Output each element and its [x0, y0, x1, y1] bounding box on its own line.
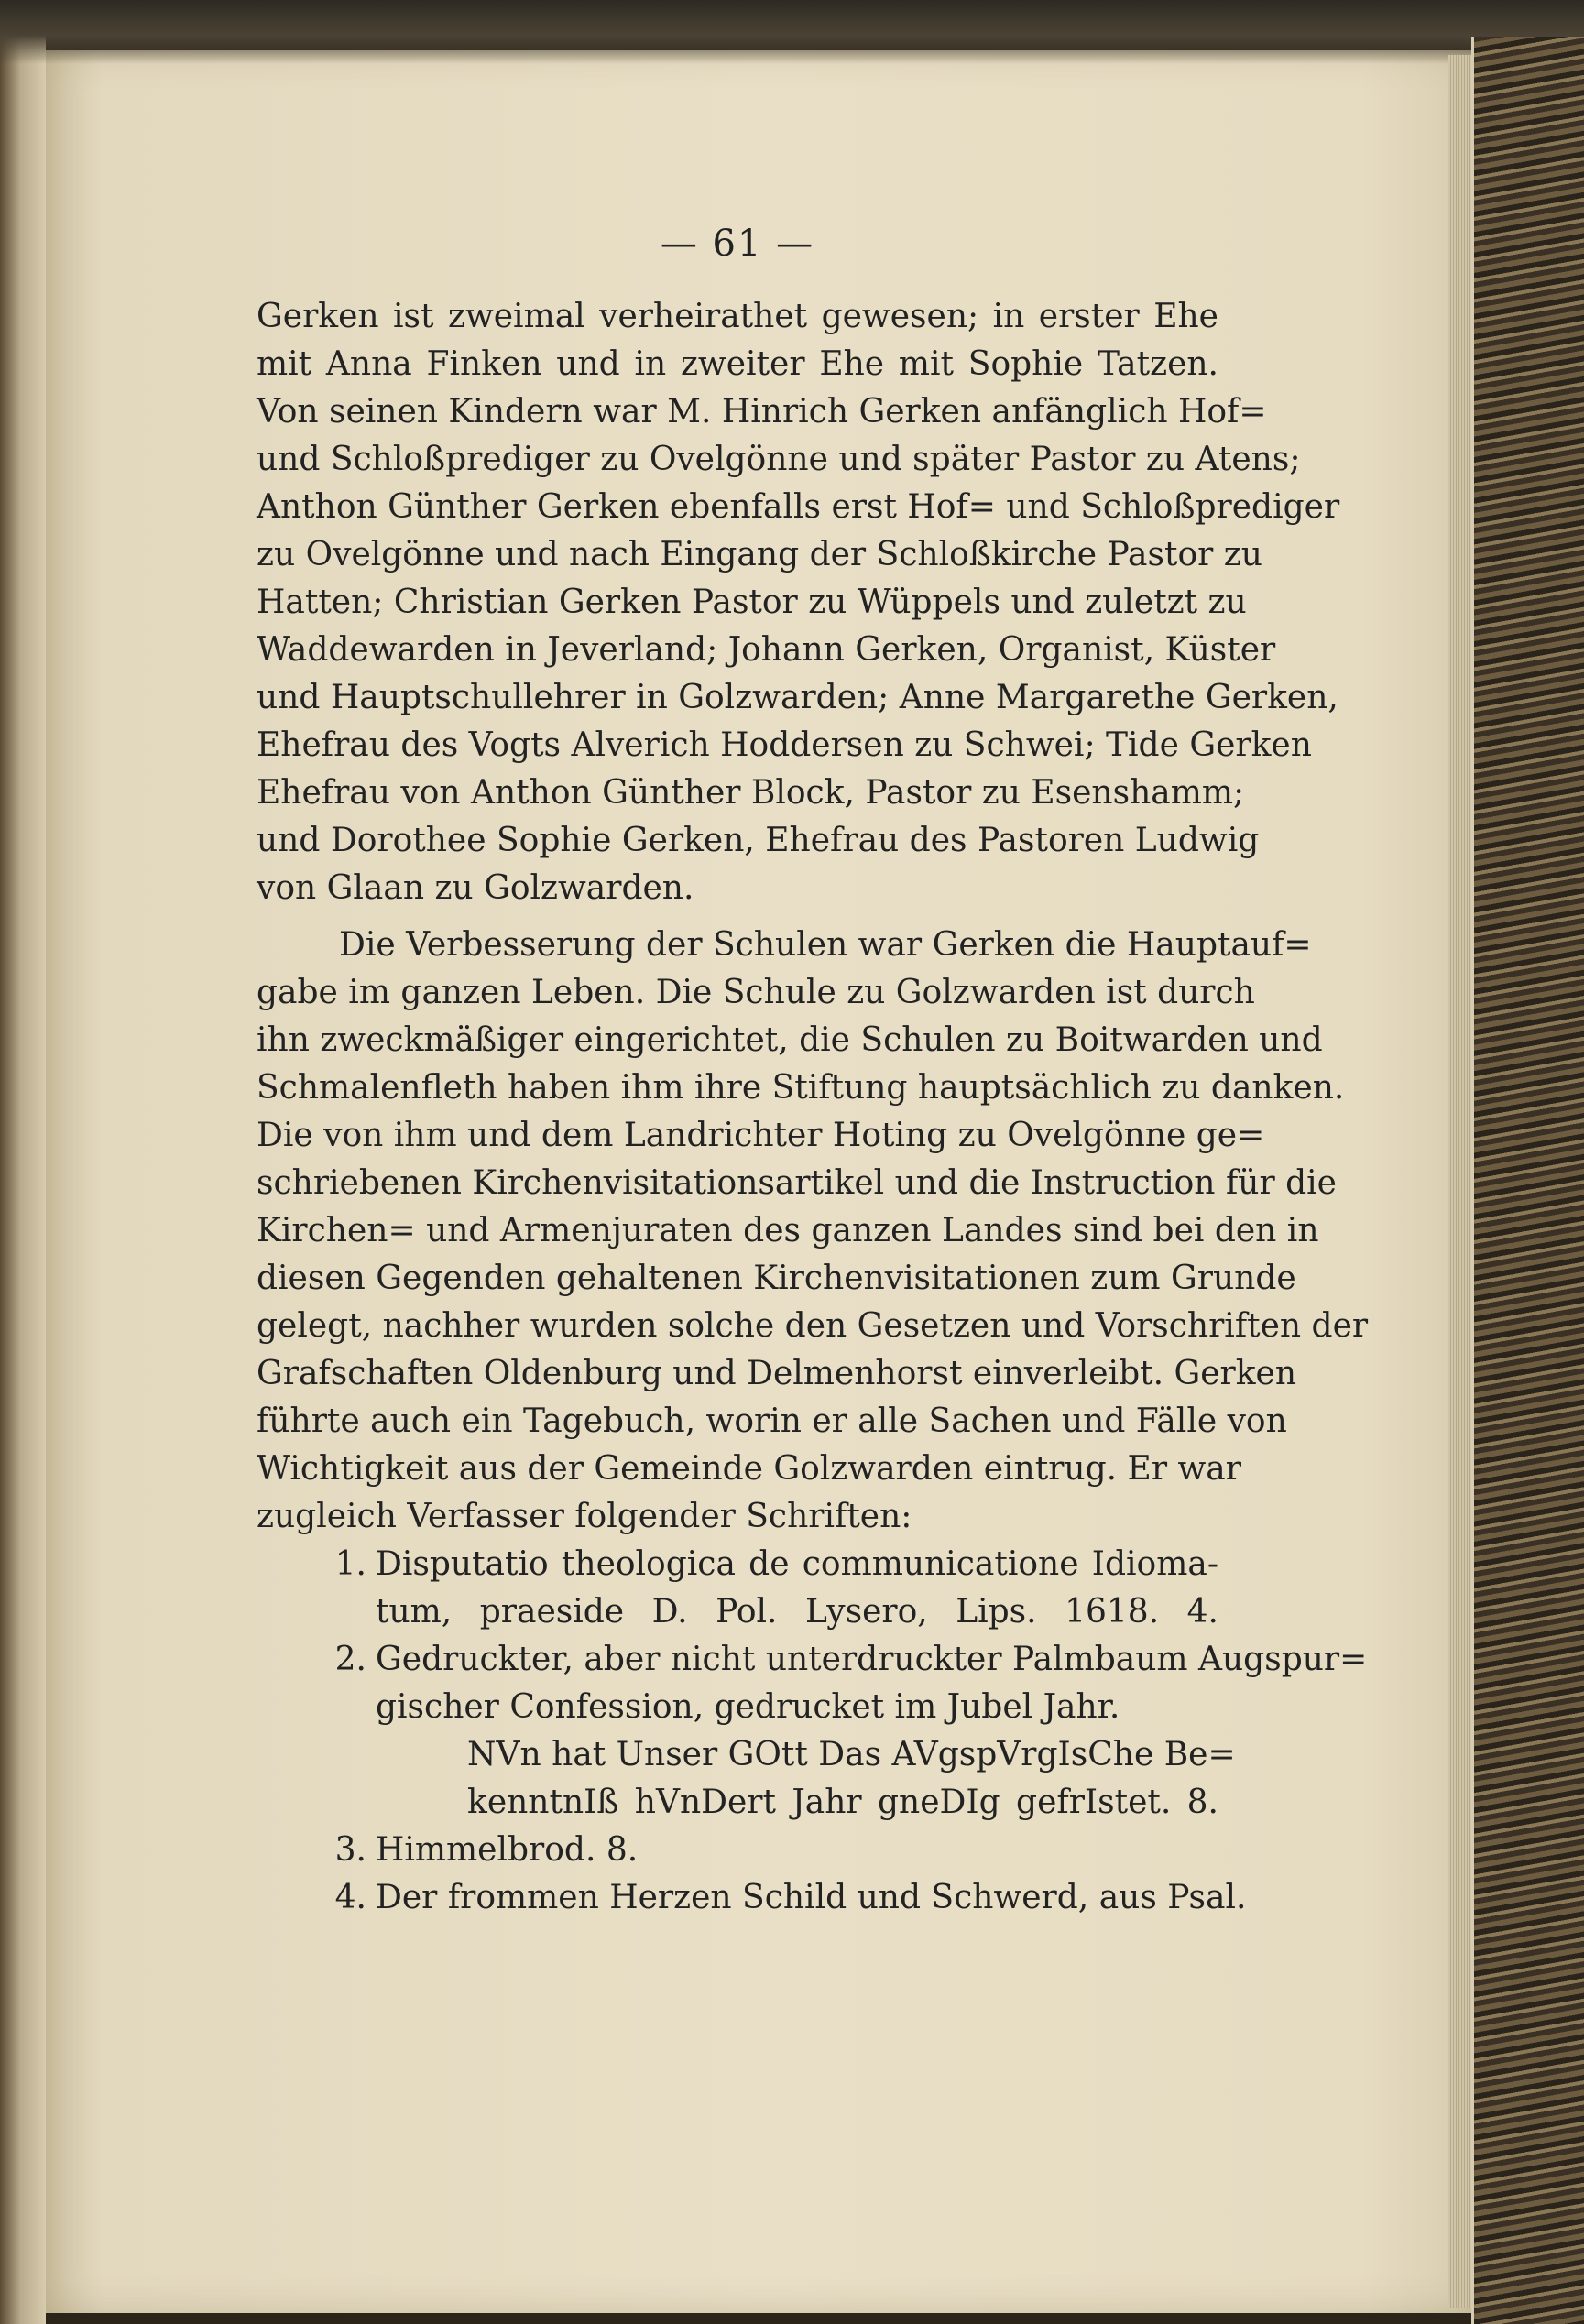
list-number: 4.: [334, 1879, 366, 1916]
left-page-edge: [0, 0, 46, 2324]
text-line: Der frommen Herzen Schild und Schwerd, aus Psal.: [376, 1879, 1247, 1916]
text-line: und Schloßprediger zu Ovelgönne und später Pastor zu Atens;: [257, 441, 1301, 478]
text-line: Von seinen Kindern war M. Hinrich Gerken anfänglich Hof=: [257, 393, 1267, 431]
text-line: zugleich Verfasser folgender Schriften:: [257, 1498, 912, 1535]
text-line: NVn hat Unser GOtt Das AVgspVrgIsChe Be=: [467, 1736, 1236, 1773]
text-line: Die Verbesserung der Schulen war Gerken die Hauptauf=: [339, 926, 1312, 964]
text-line: Schmalenfleth haben ihm ihre Stiftung hauptsächlich zu danken.: [257, 1069, 1345, 1107]
works-list: [257, 1541, 1368, 1922]
text-line: von Glaan zu Golzwarden.: [257, 869, 694, 907]
text-line: Disputatio theologica de communicatione Idioma-: [376, 1545, 1218, 1583]
text-line: schriebenen Kirchenvisitationsartikel und die Instruction für die: [257, 1164, 1337, 1202]
text-line: Die von ihm und dem Landrichter Hoting zu Ovelgönne ge=: [257, 1117, 1265, 1154]
text-line: Ehefrau des Vogts Alverich Hoddersen zu Schwei; Tide Gerken: [257, 726, 1312, 764]
marbled-cover-edge: [1471, 37, 1584, 2324]
text-line: kenntnIß hVnDert Jahr gneDIg gefrIstet. 8.: [467, 1784, 1218, 1821]
list-item: [257, 1541, 1218, 1636]
list-item: [257, 1827, 1218, 1874]
text-line: zu Ovelgönne und nach Eingang der Schloßkirche Pastor zu: [257, 536, 1262, 573]
text-line: diesen Gegenden gehaltenen Kirchenvisitationen zum Grunde: [257, 1260, 1296, 1297]
list-item: [257, 1636, 1368, 1731]
text-line: Himmelbrod. 8.: [376, 1831, 639, 1869]
text-line: und Hauptschullehrer in Golzwarden; Anne Margarethe Gerken,: [257, 679, 1338, 716]
text-line: und Dorothee Sophie Gerken, Ehefrau des Pastoren Ludwig: [257, 822, 1260, 859]
list-number: 3.: [334, 1831, 366, 1869]
text-line: Ehefrau von Anthon Günther Block, Pastor zu Esenshamm;: [257, 774, 1245, 812]
text-line: Waddewarden in Jeverland; Johann Gerken, Organist, Küster: [257, 631, 1276, 669]
text-line: Grafschaften Oldenburg und Delmenhorst einverleibt. Gerken: [257, 1355, 1297, 1392]
text-block: [257, 220, 1369, 1922]
text-line: führte auch ein Tagebuch, worin er alle Sachen und Fälle von: [257, 1402, 1287, 1440]
list-number: 2.: [334, 1641, 366, 1678]
text-line: Gerken ist zweimal verheirathet gewesen; in erster Ehe: [257, 298, 1218, 335]
paragraph-1: [257, 293, 1340, 912]
text-line: mit Anna Finken und in zweiter Ehe mit Sophie Tatzen.: [257, 345, 1218, 383]
text-line: Anthon Günther Gerken ebenfalls erst Hof= und Schloßprediger: [257, 488, 1340, 526]
list-number: 1.: [334, 1545, 366, 1583]
paragraph-2: [257, 922, 1369, 1541]
book-top-edge: [0, 0, 1584, 64]
text-line: gelegt, nachher wurden solche den Gesetzen und Vorschriften der: [257, 1307, 1369, 1345]
text-line: tum, praeside D. Pol. Lysero, Lips. 1618. 4.: [376, 1593, 1218, 1631]
text-line: Gedruckter, aber nicht unterdruckter Palmbaum Augspur=: [376, 1641, 1368, 1678]
page-number: — 61 —: [660, 223, 815, 265]
text-line: ihn zweckmäßiger eingerichtet, die Schulen zu Boitwarden und: [257, 1021, 1323, 1059]
text-line: gischer Confession, gedrucket im Jubel Jahr.: [376, 1688, 1120, 1726]
text-line: Wichtigkeit aus der Gemeinde Golzwarden eintrug. Er war: [257, 1450, 1241, 1488]
page-stack-edge: [1448, 55, 1474, 2308]
text-line: Kirchen= und Armenjuraten des ganzen Landes sind bei den in: [257, 1212, 1319, 1249]
text-line: gabe im ganzen Leben. Die Schule zu Golzwarden ist durch: [257, 974, 1255, 1011]
list-quote: [257, 1731, 1236, 1827]
list-item: [257, 1874, 1247, 1922]
text-line: Hatten; Christian Gerken Pastor zu Wüppels und zuletzt zu: [257, 584, 1247, 621]
